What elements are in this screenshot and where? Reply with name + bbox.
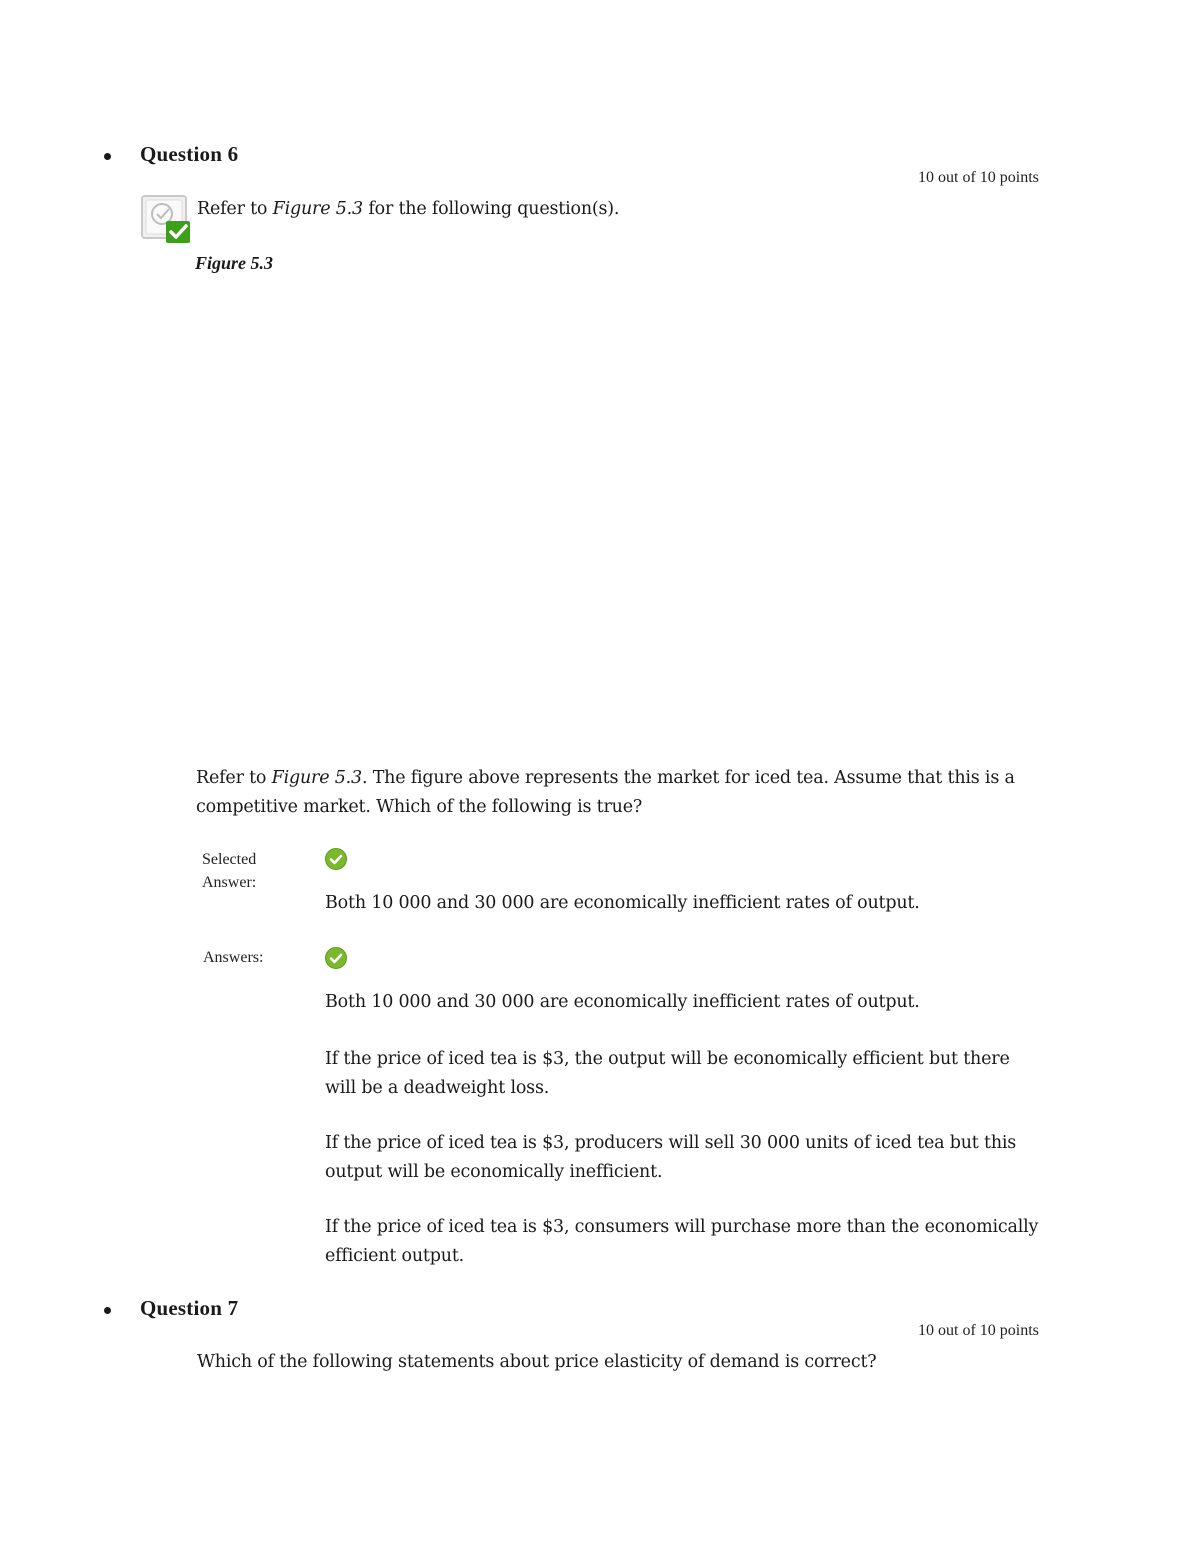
question-intro <box>197 195 619 224</box>
question-stem-line: competitive market. Which of the following is true? <box>196 797 643 817</box>
answer-line: If the price of iced tea is $3, the output will be economically efficient but there <box>325 1049 1010 1069</box>
list-bullet <box>104 153 111 160</box>
correct-result-icon <box>140 194 192 244</box>
answer-line: will be a deadweight loss. <box>325 1078 550 1098</box>
answer-line: If the price of iced tea is $3, consumers will purchase more than the economically <box>325 1217 1039 1237</box>
question-points: 10 out of 10 points <box>918 169 1039 186</box>
figure-reference: Figure 5.3 <box>271 768 362 788</box>
question-stem-line <box>196 764 1056 793</box>
label-line: Answer: <box>202 874 257 891</box>
answer-line: If the price of iced tea is $3, producers will sell 30 000 units of iced tea but this <box>325 1133 1017 1153</box>
question-stem <box>196 764 1056 822</box>
stem-text: . The figure above represents the market for iced tea. Assume that this is a <box>361 768 1015 788</box>
answer-line: efficient output. <box>325 1246 465 1266</box>
intro-text: for the following question(s). <box>362 199 620 219</box>
figure-caption: Figure 5.3 <box>195 253 274 273</box>
selected-answer-text: Both 10 000 and 30 000 are economically inefficient rates of output. <box>325 893 920 913</box>
answer-line: output will be economically inefficient. <box>325 1162 663 1182</box>
answer-option <box>325 1129 1016 1187</box>
stem-text: Refer to <box>196 768 272 788</box>
intro-text: Refer to <box>197 199 273 219</box>
green-check-icon <box>325 947 347 969</box>
label-line: Selected <box>202 851 257 868</box>
green-check-icon <box>325 848 347 870</box>
answer-option <box>325 988 920 1017</box>
question-stem: Which of the following statements about price elasticity of demand is correct? <box>197 1352 877 1372</box>
answer-line: Both 10 000 and 30 000 are economically inefficient rates of output. <box>325 992 920 1012</box>
answers-label: Answers: <box>203 949 264 966</box>
question-title: Question 6 <box>140 142 239 166</box>
question-points: 10 out of 10 points <box>918 1322 1039 1339</box>
selected-answer-label <box>202 848 256 894</box>
answer-option <box>325 1045 1010 1103</box>
question-title: Question 7 <box>140 1296 239 1320</box>
answer-option <box>325 1213 1038 1271</box>
list-bullet <box>104 1307 111 1314</box>
figure-reference: Figure 5.3 <box>272 199 363 219</box>
